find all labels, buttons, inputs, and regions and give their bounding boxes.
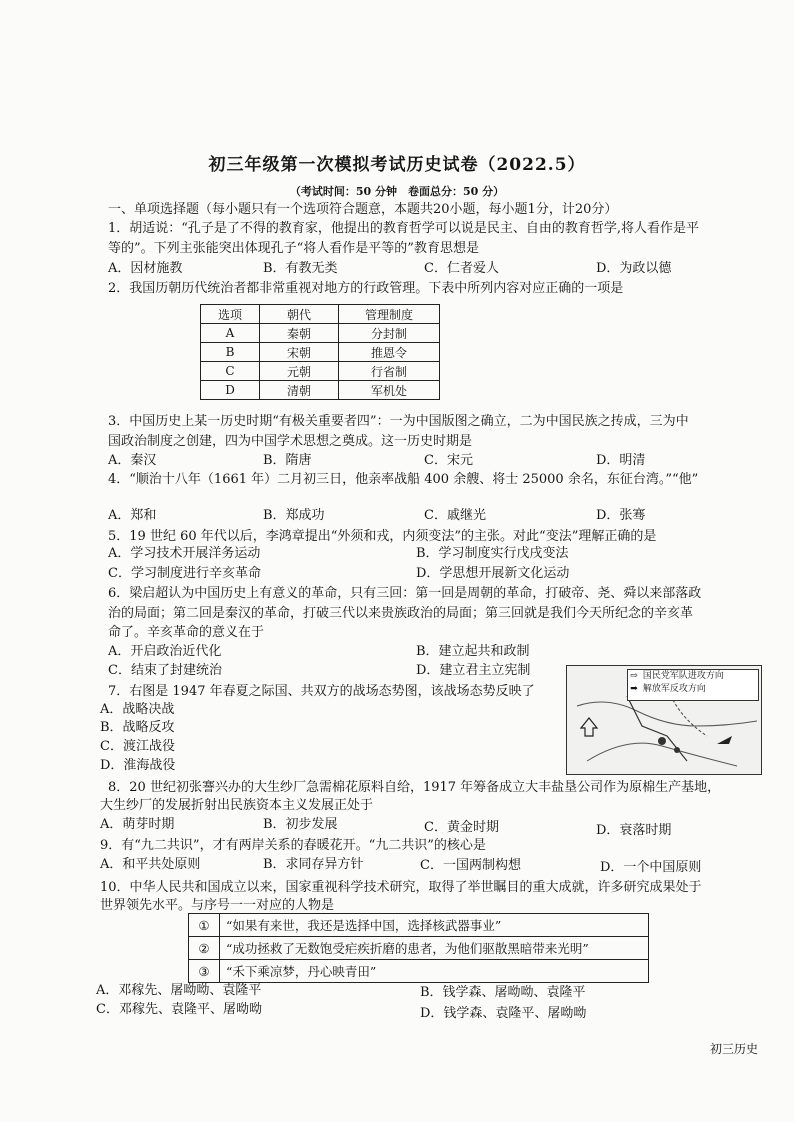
q6-stem-line2: 治的局面；第二回是秦汉的革命，打破三代以来贵族政治的局面；第三回就是我们今天所纪念的辛亥革 — [108, 606, 694, 621]
q1-option-a[interactable]: A．因材施教 — [108, 261, 183, 276]
q3-stem-line2: 国政治制度之创建，四为中国学术思想之奠成。这一历史时期是 — [108, 434, 473, 449]
q5-stem: 5．19 世纪 60 年代以后，李鸿章提出“外须和戎，内须变法”的主张。对此“变法”理解正确的是 — [108, 529, 657, 544]
table-row — [189, 914, 649, 937]
legend-kmt-label: 国民党军队进攻方向 — [642, 671, 724, 681]
table-row — [201, 324, 440, 343]
q1-stem-line2: 等的”。下列主张能突出体现孔子“将人看作是平等的”教育思想是 — [108, 241, 479, 256]
table-cell: 清朝 — [260, 381, 339, 400]
table-header-row — [201, 305, 440, 324]
q5-option-b[interactable]: B．学习制度实行戊戌变法 — [416, 546, 569, 561]
table-cell: 行省制 — [339, 362, 440, 381]
q3-option-d[interactable]: D．明清 — [596, 453, 646, 468]
q7-stem: 7．右图是 1947 年春夏之际国、共双方的战场态势图，该战场态势反映了 — [108, 684, 535, 699]
q1-option-b[interactable]: B．有教无类 — [263, 261, 338, 276]
q7-option-a[interactable]: A．战略决战 — [100, 702, 175, 717]
q4-option-a[interactable]: A．郑和 — [108, 508, 157, 523]
q8-stem-line1: 8．20 世纪初张謇兴办的大生纱厂急需棉花原料自给，1917 年筹备成立大丰盐垦公司作为原棉生产基地， — [108, 780, 721, 795]
legend-pla-label: 解放军反攻方向 — [642, 684, 706, 694]
table-cell: 元朝 — [260, 362, 339, 381]
q10-option-b[interactable]: B．钱学森、屠呦呦、袁隆平 — [420, 985, 586, 1000]
table-cell: ① — [189, 914, 220, 937]
q6-stem-line1: 6．梁启超认为中国历史上有意义的革命，只有三回：第一回是周朝的革命，打破帝、尧、舜以来部落政 — [108, 586, 702, 601]
q4-option-d[interactable]: D．张骞 — [596, 508, 646, 523]
q4-stem-line1: 4．“顺治十八年（1661 年）二月初三日，他亲率战船 400 余艘、将士 25000 余名，东征台湾。”“他” — [108, 472, 699, 487]
q10-option-c[interactable]: C．邓稼先、袁隆平、屠呦呦 — [96, 1002, 262, 1017]
pla-counterattack-arrow-icon: ➡ — [630, 684, 638, 694]
table-header-cell: 朝代 — [260, 305, 339, 324]
q9-option-c[interactable]: C．一国两制构想 — [420, 858, 521, 873]
table-cell: C — [201, 362, 260, 381]
q1-option-c[interactable]: C．仁者爱人 — [424, 261, 499, 276]
q6-option-c[interactable]: C．结束了封建统治 — [108, 663, 222, 678]
q10-option-d[interactable]: D．钱学森、袁隆平、屠呦呦 — [420, 1006, 587, 1021]
q4-option-b[interactable]: B．郑成功 — [263, 508, 325, 523]
q8-option-b[interactable]: B．初步发展 — [263, 817, 338, 832]
q7-option-c[interactable]: C．渡江战役 — [100, 739, 175, 754]
table-cell: “禾下乘凉梦，丹心映青田” — [220, 960, 649, 983]
exam-subtitle: （考试时间：50 分钟 卷面总分：50 分） — [289, 185, 505, 198]
battle-situation-map — [566, 665, 762, 775]
table-cell: ③ — [189, 960, 220, 983]
q2-table — [200, 304, 440, 400]
q9-stem: 9．有“九二共识”，才有两岸关系的春暖花开。“九二共识”的核心是 — [100, 838, 486, 853]
q6-option-a[interactable]: A．开启政治近代化 — [108, 644, 222, 659]
q3-option-b[interactable]: B．隋唐 — [263, 453, 312, 468]
q10-stem-line2: 世界领先水平。与序号一一对应的人物是 — [100, 898, 335, 913]
table-cell: ② — [189, 937, 220, 960]
table-header-cell: 选项 — [201, 305, 260, 324]
q10-quote-table — [188, 913, 649, 983]
q6-option-b[interactable]: B．建立起共和政制 — [416, 644, 530, 659]
table-header-cell: 管理制度 — [339, 305, 440, 324]
table-cell: “如果有来世，我还是选择中国，选择核武器事业” — [220, 914, 649, 937]
q3-option-a[interactable]: A．秦汉 — [108, 453, 157, 468]
legend-kmt-row — [628, 670, 758, 683]
table-row — [201, 381, 440, 400]
q7-option-d[interactable]: D．淮海战役 — [100, 758, 176, 773]
section-heading: 一、单项选择题（每小题只有一个选项符合题意，本题共20小题，每小题1分，计20分） — [108, 202, 618, 217]
q9-option-b[interactable]: B．求同存异方针 — [263, 857, 364, 872]
table-row — [189, 937, 649, 960]
table-cell: “成功拯救了无数饱受疟疾折磨的患者，为他们驱散黑暗带来光明” — [220, 937, 649, 960]
q10-option-a[interactable]: A．邓稼先、屠呦呦、袁隆平 — [96, 983, 262, 998]
q4-option-c[interactable]: C．戚继光 — [424, 508, 486, 523]
q9-option-a[interactable]: A．和平共处原则 — [100, 857, 201, 872]
table-cell: A — [201, 324, 260, 343]
q8-option-d[interactable]: D．衰落时期 — [596, 823, 672, 838]
legend-pla-row — [628, 683, 758, 696]
table-cell: 分封制 — [339, 324, 440, 343]
table-cell: 军机处 — [339, 381, 440, 400]
q10-stem-line1: 10．中华人民共和国成立以来，国家重视科学技术研究，取得了举世瞩目的重大成就，许多研究成果处于 — [100, 880, 702, 895]
q1-stem-line1: 1．胡适说：“孔子是了不得的教育家，他提出的教育哲学可以说是民主、自由的教育哲学,将人看作是平 — [108, 221, 700, 236]
q7-option-b[interactable]: B．战略反攻 — [100, 720, 175, 735]
table-cell: 宋朝 — [260, 343, 339, 362]
table-row — [201, 362, 440, 381]
table-cell: 秦朝 — [260, 324, 339, 343]
q8-option-c[interactable]: C．黄金时期 — [424, 820, 499, 835]
page-footer: 初三历史 — [710, 1042, 759, 1056]
table-cell: B — [201, 343, 260, 362]
q5-option-a[interactable]: A．学习技术开展洋务运动 — [108, 546, 261, 561]
q3-stem-line1: 3．中国历史上某一历史时期“有极关重要者四”：一为中国版图之确立，二为中国民族之抟成，三为中 — [108, 414, 689, 429]
q3-option-c[interactable]: C．宋元 — [424, 453, 473, 468]
exam-title: 初三年级第一次模拟考试历史试卷（2022.5） — [208, 155, 586, 175]
q8-stem-line2: 大生纱厂的发展折射出民族资本主义发展正处于 — [100, 798, 374, 813]
table-cell: D — [201, 381, 260, 400]
q5-option-c[interactable]: C．学习制度进行辛亥革命 — [108, 566, 261, 581]
q2-stem: 2．我国历朝历代统治者都非常重视对地方的行政管理。下表中所列内容对应正确的一项是 — [108, 281, 624, 296]
q1-option-d[interactable]: D．为政以德 — [596, 261, 672, 276]
q5-option-d[interactable]: D．学思想开展新文化运动 — [416, 566, 570, 581]
table-cell: 推恩令 — [339, 343, 440, 362]
table-row — [189, 960, 649, 983]
q8-option-a[interactable]: A．萌芽时期 — [100, 817, 175, 832]
map-legend — [627, 669, 759, 701]
q6-option-d[interactable]: D．建立君主立宪制 — [416, 663, 531, 678]
kmt-attack-arrow-icon: ⇨ — [630, 671, 638, 681]
q6-stem-line3: 命了。辛亥革命的意义在于 — [108, 625, 265, 640]
q9-option-d[interactable]: D．一个中国原则 — [600, 860, 702, 875]
table-row — [201, 343, 440, 362]
